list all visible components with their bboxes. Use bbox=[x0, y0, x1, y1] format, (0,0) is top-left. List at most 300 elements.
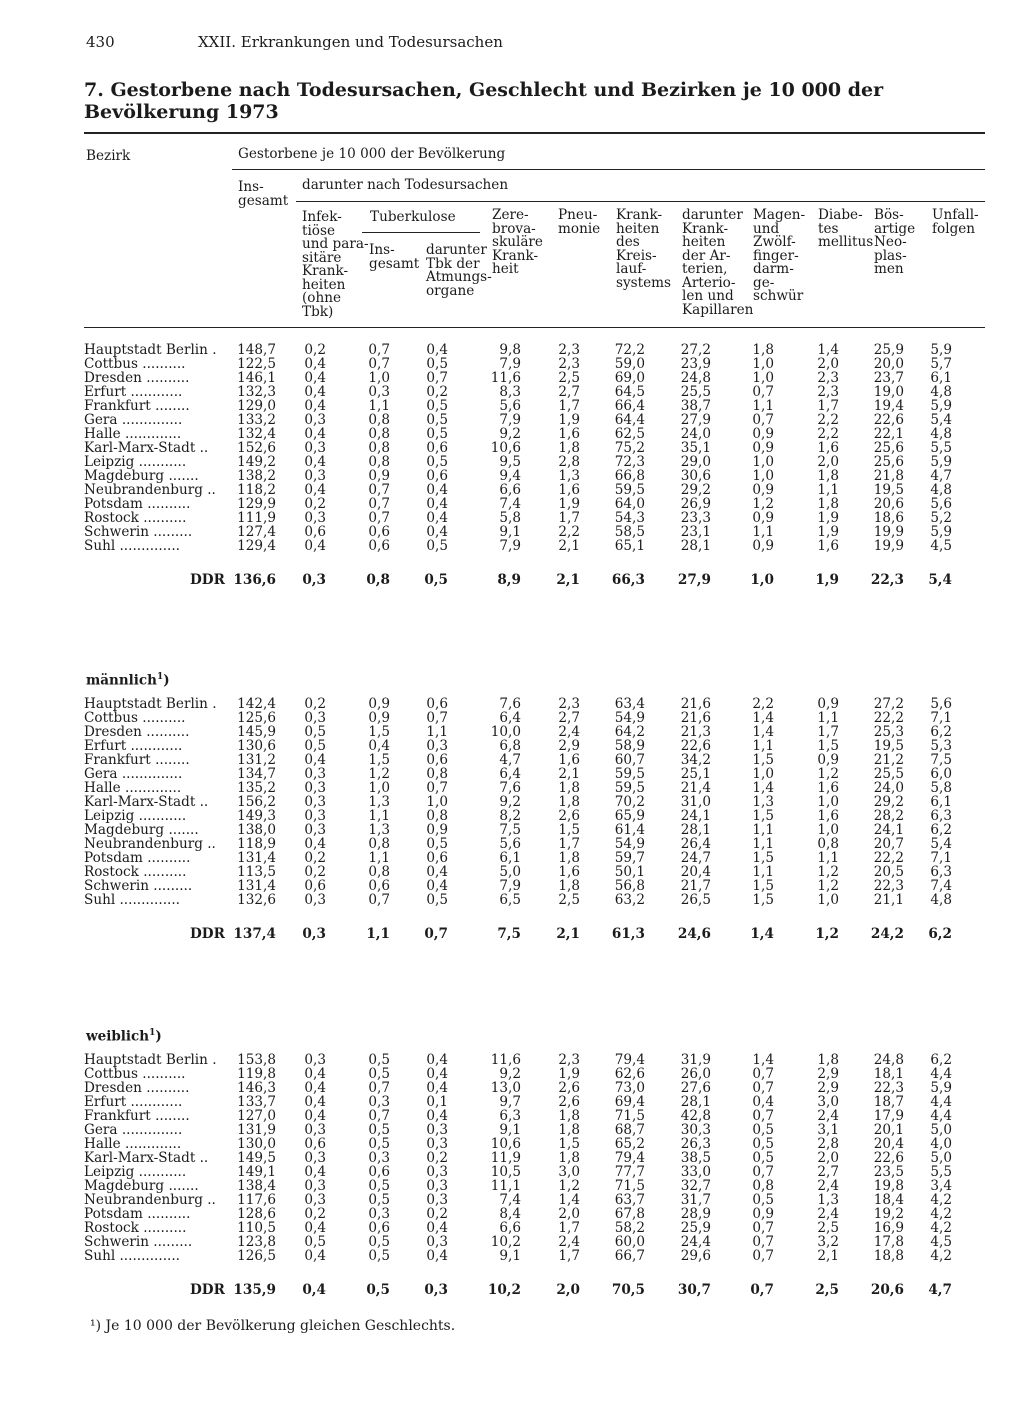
table-cell: 7,4 bbox=[499, 1192, 521, 1208]
bezirk-label: Rostock .......... bbox=[84, 865, 187, 879]
table-cell: 23,3 bbox=[680, 510, 711, 526]
table-cell: 4,7 bbox=[499, 752, 521, 768]
table-cell: 21,8 bbox=[873, 468, 904, 484]
table-cell: 21,3 bbox=[680, 724, 711, 740]
table-row bbox=[0, 1053, 1024, 1067]
table-cell: 0,9 bbox=[368, 468, 390, 484]
table-cell: 5,4 bbox=[930, 412, 952, 428]
table-cell: 19,5 bbox=[873, 482, 904, 498]
table-cell: 0,5 bbox=[368, 1178, 390, 1194]
table-cell: 5,9 bbox=[930, 524, 952, 540]
table-cell: 5,6 bbox=[499, 836, 521, 852]
table-cell: 130,6 bbox=[237, 738, 276, 754]
table-cell: 29,2 bbox=[680, 482, 711, 498]
total-cell: 4,7 bbox=[928, 1282, 952, 1298]
table-cell: 0,4 bbox=[426, 1066, 448, 1082]
bezirk-label: Dresden .......... bbox=[84, 725, 190, 739]
table-cell: 4,2 bbox=[930, 1220, 952, 1236]
table-cell: 4,5 bbox=[930, 538, 952, 554]
table-cell: 59,7 bbox=[614, 850, 645, 866]
table-cell: 0,5 bbox=[426, 412, 448, 428]
table-cell: 20,1 bbox=[873, 1122, 904, 1138]
table-cell: 18,1 bbox=[873, 1066, 904, 1082]
table-cell: 6,1 bbox=[499, 850, 521, 866]
table-cell: 1,6 bbox=[817, 440, 839, 456]
table-cell: 1,5 bbox=[752, 752, 774, 768]
table-cell: 148,7 bbox=[237, 342, 276, 358]
table-cell: 7,6 bbox=[499, 780, 521, 796]
total-cell: 61,3 bbox=[611, 926, 645, 942]
group-rule bbox=[232, 169, 985, 170]
table-row bbox=[0, 399, 1024, 413]
bezirk-label: Leipzig ........... bbox=[84, 455, 187, 469]
table-cell: 5,0 bbox=[930, 1122, 952, 1138]
table-cell: 1,5 bbox=[752, 850, 774, 866]
table-cell: 1,5 bbox=[817, 738, 839, 754]
table-cell: 7,9 bbox=[499, 356, 521, 372]
table-cell: 1,0 bbox=[426, 794, 448, 810]
table-cell: 1,8 bbox=[817, 1052, 839, 1068]
table-cell: 65,2 bbox=[614, 1136, 645, 1152]
table-cell: 1,6 bbox=[558, 482, 580, 498]
table-cell: 2,7 bbox=[817, 1164, 839, 1180]
table-cell: 0,4 bbox=[304, 454, 326, 470]
table-cell: 1,0 bbox=[817, 892, 839, 908]
table-cell: 0,7 bbox=[368, 496, 390, 512]
table-cell: 1,0 bbox=[752, 468, 774, 484]
header-diabetes: Diabe- tes mellitus bbox=[818, 207, 874, 250]
table-cell: 1,6 bbox=[817, 780, 839, 796]
table-cell: 0,6 bbox=[426, 440, 448, 456]
table-cell: 0,4 bbox=[304, 1080, 326, 1096]
table-row bbox=[0, 1235, 1024, 1249]
table-cell: 22,1 bbox=[873, 426, 904, 442]
table-cell: 5,9 bbox=[930, 398, 952, 414]
table-cell: 19,9 bbox=[873, 524, 904, 540]
total-cell: 2,5 bbox=[815, 1282, 839, 1298]
table-cell: 1,9 bbox=[817, 524, 839, 540]
table-row bbox=[0, 371, 1024, 385]
table-cell: 1,5 bbox=[368, 724, 390, 740]
table-cell: 0,3 bbox=[368, 384, 390, 400]
footnote: ¹) Je 10 000 der Bevölkerung gleichen Geschlechts. bbox=[90, 1318, 456, 1334]
table-cell: 23,5 bbox=[873, 1164, 904, 1180]
table-cell: 0,5 bbox=[426, 426, 448, 442]
table-row bbox=[0, 879, 1024, 893]
table-cell: 2,4 bbox=[558, 1234, 580, 1250]
table-cell: 149,1 bbox=[237, 1164, 276, 1180]
table-cell: 0,3 bbox=[304, 440, 326, 456]
table-cell: 0,4 bbox=[426, 1080, 448, 1096]
table-cell: 1,1 bbox=[752, 738, 774, 754]
total-cell: 5,4 bbox=[928, 572, 952, 588]
table-cell: 0,4 bbox=[426, 1248, 448, 1264]
bezirk-label: Karl-Marx-Stadt .. bbox=[84, 441, 209, 455]
table-cell: 23,7 bbox=[873, 370, 904, 386]
table-cell: 0,7 bbox=[368, 1080, 390, 1096]
table-cell: 25,9 bbox=[873, 342, 904, 358]
table-cell: 59,5 bbox=[614, 482, 645, 498]
table-cell: 0,5 bbox=[426, 538, 448, 554]
bezirk-label: Erfurt ............ bbox=[84, 739, 183, 753]
table-cell: 1,5 bbox=[752, 878, 774, 894]
table-cell: 8,2 bbox=[499, 808, 521, 824]
table-cell: 3,0 bbox=[817, 1094, 839, 1110]
table-cell: 0,7 bbox=[426, 710, 448, 726]
table-cell: 54,9 bbox=[614, 836, 645, 852]
table-cell: 4,4 bbox=[930, 1094, 952, 1110]
table-cell: 63,4 bbox=[614, 696, 645, 712]
table-cell: 2,0 bbox=[558, 1206, 580, 1222]
table-cell: 0,6 bbox=[304, 1136, 326, 1152]
table-cell: 21,7 bbox=[680, 878, 711, 894]
table-cell: 4,8 bbox=[930, 892, 952, 908]
table-cell: 0,3 bbox=[426, 1178, 448, 1194]
table-cell: 131,9 bbox=[237, 1122, 276, 1138]
table-cell: 0,4 bbox=[304, 752, 326, 768]
table-cell: 2,2 bbox=[817, 412, 839, 428]
table-cell: 17,9 bbox=[873, 1108, 904, 1124]
table-cell: 1,1 bbox=[752, 524, 774, 540]
table-cell: 21,2 bbox=[873, 752, 904, 768]
table-cell: 35,1 bbox=[680, 440, 711, 456]
table-cell: 1,0 bbox=[752, 356, 774, 372]
table-cell: 1,1 bbox=[752, 864, 774, 880]
table-cell: 0,3 bbox=[304, 710, 326, 726]
table-cell: 0,8 bbox=[368, 440, 390, 456]
table-row bbox=[0, 427, 1024, 441]
table-cell: 0,3 bbox=[304, 808, 326, 824]
table-cell: 0,6 bbox=[426, 696, 448, 712]
table-row bbox=[0, 511, 1024, 525]
table-cell: 0,3 bbox=[304, 766, 326, 782]
table-cell: 0,7 bbox=[368, 892, 390, 908]
bezirk-label: Karl-Marx-Stadt .. bbox=[84, 795, 209, 809]
table-row bbox=[0, 469, 1024, 483]
table-row bbox=[0, 851, 1024, 865]
table-cell: 4,8 bbox=[930, 384, 952, 400]
table-cell: 0,4 bbox=[426, 878, 448, 894]
table-cell: 2,4 bbox=[558, 724, 580, 740]
table-cell: 29,0 bbox=[680, 454, 711, 470]
table-cell: 0,6 bbox=[426, 468, 448, 484]
table-cell: 2,5 bbox=[558, 370, 580, 386]
header-infektioese: Infek- tiöse und para- sitäre Krank- heiten (ohne Tbk) bbox=[302, 209, 369, 320]
bezirk-label: Schwerin ......... bbox=[84, 879, 193, 893]
table-cell: 132,4 bbox=[237, 426, 276, 442]
bezirk-label: Gera .............. bbox=[84, 1123, 183, 1137]
table-cell: 2,3 bbox=[817, 384, 839, 400]
table-cell: 59,0 bbox=[614, 356, 645, 372]
table-cell: 21,1 bbox=[873, 892, 904, 908]
total-cell: 0,5 bbox=[366, 1282, 390, 1298]
table-cell: 149,5 bbox=[237, 1150, 276, 1166]
table-cell: 64,4 bbox=[614, 412, 645, 428]
table-cell: 8,4 bbox=[499, 1206, 521, 1222]
table-cell: 5,6 bbox=[499, 398, 521, 414]
table-cell: 1,1 bbox=[752, 836, 774, 852]
table-cell: 24,1 bbox=[680, 808, 711, 824]
table-cell: 2,6 bbox=[558, 808, 580, 824]
table-cell: 2,3 bbox=[558, 696, 580, 712]
table-cell: 4,2 bbox=[930, 1206, 952, 1222]
header-unfallfolgen: Unfall- folgen bbox=[932, 207, 979, 237]
table-cell: 0,8 bbox=[368, 454, 390, 470]
table-row bbox=[0, 1151, 1024, 1165]
table-cell: 146,3 bbox=[237, 1080, 276, 1096]
table-cell: 129,9 bbox=[237, 496, 276, 512]
table-cell: 1,4 bbox=[752, 724, 774, 740]
table-cell: 132,3 bbox=[237, 384, 276, 400]
table-cell: 42,8 bbox=[680, 1108, 711, 1124]
table-cell: 0,9 bbox=[752, 538, 774, 554]
table-cell: 0,6 bbox=[368, 1220, 390, 1236]
table-cell: 129,4 bbox=[237, 538, 276, 554]
table-cell: 1,9 bbox=[558, 1066, 580, 1082]
table-row bbox=[0, 343, 1024, 357]
table-cell: 20,7 bbox=[873, 836, 904, 852]
table-cell: 1,3 bbox=[368, 794, 390, 810]
table-cell: 65,9 bbox=[614, 808, 645, 824]
table-cell: 26,5 bbox=[680, 892, 711, 908]
table-cell: 1,6 bbox=[558, 864, 580, 880]
table-cell: 29,2 bbox=[873, 794, 904, 810]
total-cell: 1,9 bbox=[815, 572, 839, 588]
table-cell: 1,6 bbox=[558, 752, 580, 768]
table-cell: 54,3 bbox=[614, 510, 645, 526]
table-cell: 24,8 bbox=[680, 370, 711, 386]
table-cell: 4,5 bbox=[930, 1234, 952, 1250]
table-cell: 30,3 bbox=[680, 1122, 711, 1138]
table-cell: 61,4 bbox=[614, 822, 645, 838]
table-cell: 122,5 bbox=[237, 356, 276, 372]
bezirk-label: Potsdam .......... bbox=[84, 497, 191, 511]
table-cell: 22,6 bbox=[873, 1150, 904, 1166]
table-cell: 9,2 bbox=[499, 794, 521, 810]
table-cell: 1,7 bbox=[558, 398, 580, 414]
table-cell: 0,9 bbox=[368, 696, 390, 712]
table-cell: 0,5 bbox=[752, 1192, 774, 1208]
table-cell: 0,5 bbox=[368, 1192, 390, 1208]
table-cell: 0,9 bbox=[752, 426, 774, 442]
table-cell: 7,5 bbox=[499, 822, 521, 838]
table-cell: 0,4 bbox=[304, 482, 326, 498]
table-cell: 18,8 bbox=[873, 1248, 904, 1264]
table-cell: 6,1 bbox=[930, 794, 952, 810]
table-cell: 0,5 bbox=[368, 1248, 390, 1264]
table-cell: 0,4 bbox=[304, 1108, 326, 1124]
table-cell: 1,8 bbox=[558, 440, 580, 456]
table-cell: 0,7 bbox=[752, 1108, 774, 1124]
table-cell: 0,4 bbox=[304, 1248, 326, 1264]
table-cell: 156,2 bbox=[237, 794, 276, 810]
table-cell: 123,8 bbox=[237, 1234, 276, 1250]
table-cell: 0,2 bbox=[426, 1150, 448, 1166]
table-cell: 1,0 bbox=[752, 454, 774, 470]
table-row bbox=[0, 497, 1024, 511]
table-cell: 4,7 bbox=[930, 468, 952, 484]
table-cell: 1,5 bbox=[368, 752, 390, 768]
table-cell: 111,9 bbox=[237, 510, 276, 526]
table-cell: 146,1 bbox=[237, 370, 276, 386]
table-cell: 60,0 bbox=[614, 1234, 645, 1250]
table-cell: 1,8 bbox=[558, 794, 580, 810]
table-cell: 0,2 bbox=[426, 1206, 448, 1222]
table-cell: 4,0 bbox=[930, 1136, 952, 1152]
table-cell: 0,3 bbox=[368, 1094, 390, 1110]
table-row bbox=[0, 893, 1024, 907]
table-cell: 5,6 bbox=[930, 696, 952, 712]
bezirk-label: Halle ............. bbox=[84, 427, 182, 441]
table-row bbox=[0, 697, 1024, 711]
table-cell: 0,5 bbox=[304, 1234, 326, 1250]
table-row bbox=[0, 1123, 1024, 1137]
table-cell: 11,6 bbox=[490, 1052, 521, 1068]
table-cell: 69,4 bbox=[614, 1094, 645, 1110]
table-cell: 0,9 bbox=[817, 752, 839, 768]
bezirk-label: Halle ............. bbox=[84, 1137, 182, 1151]
table-cell: 0,3 bbox=[368, 1206, 390, 1222]
table-cell: 1,5 bbox=[558, 1136, 580, 1152]
bezirk-label: Rostock .......... bbox=[84, 511, 187, 525]
table-cell: 28,1 bbox=[680, 538, 711, 554]
table-cell: 26,3 bbox=[680, 1136, 711, 1152]
table-cell: 131,4 bbox=[237, 878, 276, 894]
bezirk-label: Magdeburg ....... bbox=[84, 469, 199, 483]
table-cell: 1,3 bbox=[752, 794, 774, 810]
table-cell: 9,1 bbox=[499, 1122, 521, 1138]
table-cell: 1,9 bbox=[817, 510, 839, 526]
table-cell: 0,4 bbox=[304, 1164, 326, 1180]
table-cell: 62,5 bbox=[614, 426, 645, 442]
table-row bbox=[0, 413, 1024, 427]
table-cell: 0,7 bbox=[426, 780, 448, 796]
total-cell: 0,7 bbox=[750, 1282, 774, 1298]
table-cell: 62,6 bbox=[614, 1066, 645, 1082]
table-cell: 0,4 bbox=[752, 1094, 774, 1110]
table-cell: 0,4 bbox=[426, 524, 448, 540]
table-cell: 0,4 bbox=[304, 384, 326, 400]
table-cell: 5,5 bbox=[930, 440, 952, 456]
bezirk-label: Rostock .......... bbox=[84, 1221, 187, 1235]
table-cell: 10,0 bbox=[490, 724, 521, 740]
table-cell: 9,2 bbox=[499, 1066, 521, 1082]
table-row bbox=[0, 795, 1024, 809]
table-cell: 0,8 bbox=[368, 426, 390, 442]
bezirk-label: Hauptstadt Berlin . bbox=[84, 697, 217, 711]
total-cell: 7,5 bbox=[497, 926, 521, 942]
header-insgesamt: Ins- gesamt bbox=[238, 179, 289, 209]
table-row bbox=[0, 1207, 1024, 1221]
table-cell: 5,9 bbox=[930, 454, 952, 470]
table-cell: 26,4 bbox=[680, 836, 711, 852]
table-row bbox=[0, 865, 1024, 879]
table-cell: 0,4 bbox=[426, 864, 448, 880]
table-cell: 7,5 bbox=[930, 752, 952, 768]
table-cell: 9,5 bbox=[499, 454, 521, 470]
table-cell: 0,4 bbox=[304, 356, 326, 372]
table-cell: 6,5 bbox=[499, 892, 521, 908]
table-cell: 0,3 bbox=[304, 510, 326, 526]
header-magen: Magen- und Zwölf- finger- darm- ge- schwür bbox=[753, 207, 806, 304]
bezirk-label: Hauptstadt Berlin . bbox=[84, 1053, 217, 1067]
table-cell: 0,6 bbox=[304, 878, 326, 894]
table-cell: 1,0 bbox=[817, 794, 839, 810]
table-cell: 0,3 bbox=[426, 1122, 448, 1138]
table-cell: 30,6 bbox=[680, 468, 711, 484]
table-cell: 110,5 bbox=[237, 1220, 276, 1236]
table-cell: 58,5 bbox=[614, 524, 645, 540]
table-row bbox=[0, 823, 1024, 837]
table-cell: 68,7 bbox=[614, 1122, 645, 1138]
table-cell: 5,0 bbox=[499, 864, 521, 880]
table-cell: 28,1 bbox=[680, 822, 711, 838]
table-cell: 2,9 bbox=[558, 738, 580, 754]
table-cell: 149,3 bbox=[237, 808, 276, 824]
table-cell: 117,6 bbox=[237, 1192, 276, 1208]
table-cell: 2,0 bbox=[817, 1150, 839, 1166]
table-cell: 127,0 bbox=[237, 1108, 276, 1124]
table-cell: 5,8 bbox=[930, 780, 952, 796]
table-row bbox=[0, 1109, 1024, 1123]
table-cell: 7,9 bbox=[499, 412, 521, 428]
table-cell: 2,5 bbox=[558, 892, 580, 908]
table-cell: 66,7 bbox=[614, 1248, 645, 1264]
table-cell: 58,9 bbox=[614, 738, 645, 754]
table-cell: 5,5 bbox=[930, 1164, 952, 1180]
table-cell: 0,2 bbox=[426, 384, 448, 400]
table-cell: 0,3 bbox=[368, 1150, 390, 1166]
total-cell: 6,2 bbox=[928, 926, 952, 942]
table-cell: 0,4 bbox=[426, 510, 448, 526]
table-cell: 0,9 bbox=[752, 440, 774, 456]
table-cell: 33,0 bbox=[680, 1164, 711, 1180]
table-cell: 142,4 bbox=[237, 696, 276, 712]
table-cell: 0,4 bbox=[426, 1052, 448, 1068]
table-cell: 0,6 bbox=[304, 524, 326, 540]
table-cell: 1,3 bbox=[558, 468, 580, 484]
table-row bbox=[0, 711, 1024, 725]
top-rule bbox=[84, 132, 985, 134]
table-cell: 1,3 bbox=[817, 1192, 839, 1208]
table-cell: 1,6 bbox=[817, 808, 839, 824]
table-cell: 1,4 bbox=[752, 1052, 774, 1068]
table-cell: 0,9 bbox=[817, 696, 839, 712]
table-cell: 26,9 bbox=[680, 496, 711, 512]
total-row bbox=[0, 572, 1024, 588]
table-cell: 6,3 bbox=[930, 864, 952, 880]
table-cell: 0,5 bbox=[368, 1122, 390, 1138]
total-cell: 135,9 bbox=[233, 1282, 276, 1298]
table-cell: 0,3 bbox=[304, 1178, 326, 1194]
table-cell: 10,2 bbox=[490, 1234, 521, 1250]
table-cell: 1,1 bbox=[752, 398, 774, 414]
table-cell: 16,9 bbox=[873, 1220, 904, 1236]
table-cell: 1,4 bbox=[752, 710, 774, 726]
table-cell: 5,2 bbox=[930, 510, 952, 526]
table-cell: 22,2 bbox=[873, 850, 904, 866]
table-cell: 1,1 bbox=[368, 398, 390, 414]
total-cell: 27,9 bbox=[677, 572, 711, 588]
table-cell: 153,8 bbox=[237, 1052, 276, 1068]
table-cell: 0,9 bbox=[752, 1206, 774, 1222]
table-cell: 2,9 bbox=[817, 1080, 839, 1096]
total-cell: 2,0 bbox=[556, 1282, 580, 1298]
table-cell: 1,1 bbox=[817, 850, 839, 866]
table-cell: 0,7 bbox=[752, 1066, 774, 1082]
table-cell: 64,0 bbox=[614, 496, 645, 512]
table-cell: 0,4 bbox=[304, 398, 326, 414]
